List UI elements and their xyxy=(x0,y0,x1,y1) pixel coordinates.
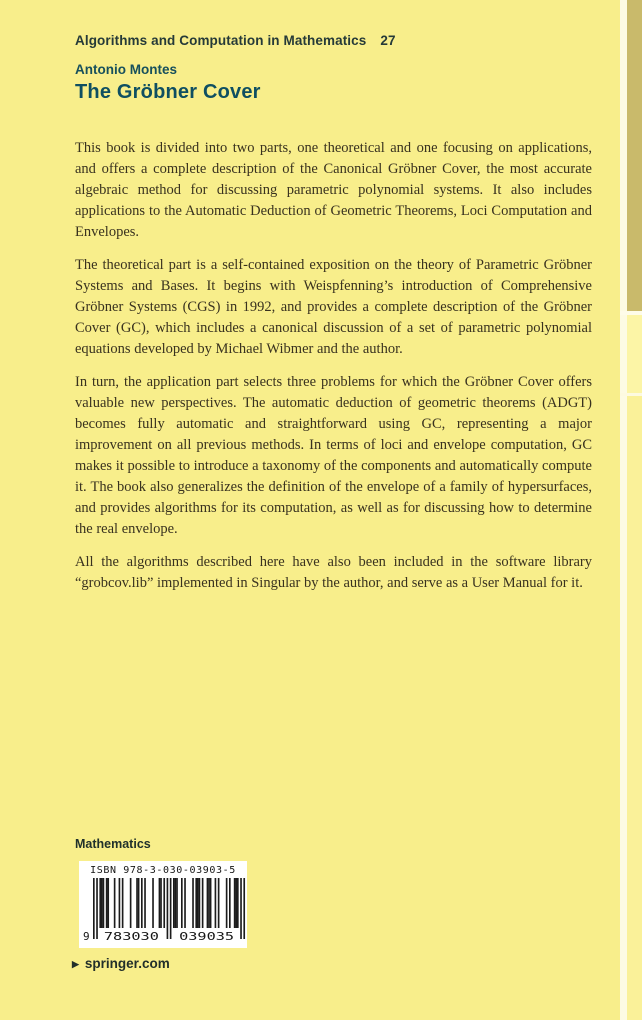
book-title: The Gröbner Cover xyxy=(75,81,261,103)
svg-text:9: 9 xyxy=(83,930,90,942)
page-block-edge-mid xyxy=(627,315,642,393)
publisher-website xyxy=(72,956,170,971)
blurb-paragraph: In turn, the application part selects three problems for which the Gröbner Cover offers valuable new perspectives. The automatic deduction of geometric theorems (ADGT) becomes fully automatic and straightforward using GC, representing a major improvement on all previous methods. In terms of loci and envelope computation, GC makes it possible to introduce a taxonomy of the components and automatically compute it. The book also generalizes the definition of the envelope of a family of hypersurfaces, and provides algorithms for its computation, as well as for discussing how to determine the real envelope. xyxy=(75,374,592,537)
author-name: Antonio Montes xyxy=(75,62,177,77)
series-number: 27 xyxy=(380,33,396,48)
isbn-text: ISBN 978-3-030-03903-5 xyxy=(90,865,236,876)
series-title xyxy=(75,33,595,48)
back-cover-blurb xyxy=(75,138,592,606)
website-text: springer.com xyxy=(84,956,170,971)
svg-text:039035: 039035 xyxy=(179,930,235,942)
page-block-edge-bottom xyxy=(627,396,642,1020)
barcode-svg xyxy=(80,878,246,942)
blurb-paragraph: All the algorithms described here have also been included in the software library “grobcov.lib” implemented in Singular by the author, and serve as a User Manual for it. xyxy=(75,554,592,591)
cover-header xyxy=(75,33,595,104)
blurb-paragraph: This book is divided into two parts, one theoretical and one focusing on applications, and offers a complete description of the Canonical Gröbner Cover, the most accurate algebraic method for discussing parametric polynomial systems. It also includes applications to the Automatic Deduction of Geometric Theorems, Loci Computation and Envelopes. xyxy=(75,140,592,240)
category-label: Mathematics xyxy=(75,837,151,851)
page-block-edge-top xyxy=(627,0,642,311)
triangle-marker-icon: ▶ xyxy=(72,959,79,969)
svg-text:783030: 783030 xyxy=(103,930,159,942)
series-name: Algorithms and Computation in Mathematics xyxy=(75,33,367,48)
isbn-barcode xyxy=(79,861,247,948)
cover-edge-highlight xyxy=(620,0,627,1020)
blurb-paragraph: The theoretical part is a self-contained exposition on the theory of Parametric Gröbner Systems and Bases. It begins with Weispfenning’s introduction of Comprehensive Gröbner Systems (CGS) in 1992, and provides a complete description of the Gröbner Cover (GC), which includes a canonical discussion of a set of parametric polynomial equations developed by Michael Wibmer and the author. xyxy=(75,257,592,357)
